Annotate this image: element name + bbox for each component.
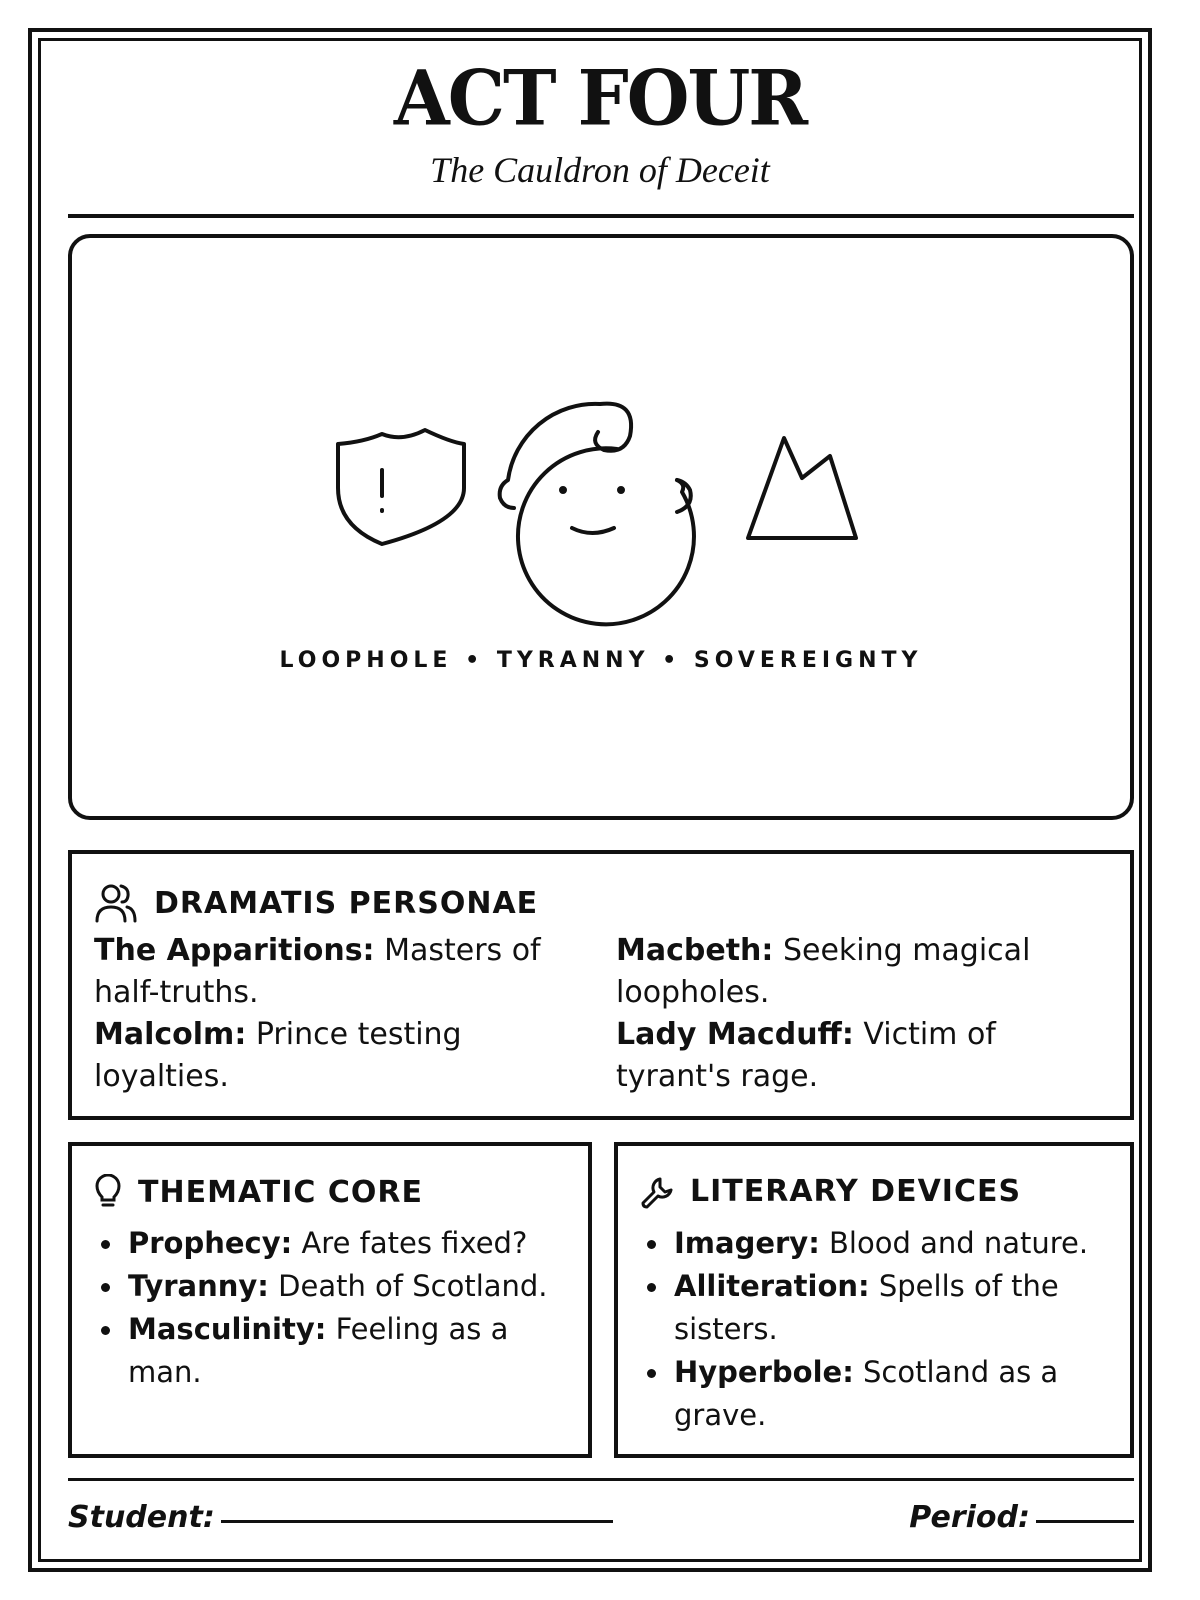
item-desc: Blood and nature.	[819, 1226, 1089, 1260]
item-desc: Spells of the sisters.	[674, 1269, 1059, 1346]
page-subtitle: The Cauldron of Deceit	[430, 150, 770, 190]
mountain-icon	[748, 438, 856, 538]
period-label: Period:	[909, 1500, 1030, 1535]
themes-caption: LOOPHOLE • TYRANNY • SOVEREIGNTY	[279, 648, 923, 673]
student-field[interactable]	[68, 1500, 613, 1535]
persona-macbeth	[616, 930, 1110, 1014]
devices-list	[640, 1222, 1120, 1437]
thematic-list	[94, 1222, 578, 1394]
list-item	[674, 1265, 1120, 1351]
header-divider	[68, 214, 1134, 218]
persona-desc: Masters of half-truths.	[94, 933, 541, 1010]
item-term: Hyperbole:	[674, 1355, 854, 1389]
student-label: Student:	[68, 1500, 215, 1535]
shield-alert-icon	[338, 430, 464, 544]
devices-heading	[640, 1174, 1021, 1209]
list-item	[674, 1351, 1120, 1437]
devices-heading-label: LITERARY DEVICES	[690, 1174, 1022, 1209]
student-blank-line[interactable]	[221, 1520, 613, 1523]
persona-name: Macbeth:	[616, 933, 774, 968]
persona-name: The Apparitions:	[94, 933, 375, 968]
persona-desc: Victim of tyrant's rage.	[616, 1017, 996, 1094]
item-desc: Scotland as a grave.	[674, 1355, 1059, 1432]
lightbulb-icon	[94, 1174, 122, 1210]
list-item	[674, 1222, 1120, 1265]
hero-panel	[68, 234, 1134, 820]
persona-name: Malcolm:	[94, 1017, 247, 1052]
item-term: Tyranny:	[128, 1269, 269, 1303]
item-term: Alliteration:	[674, 1269, 870, 1303]
thematic-core-panel	[68, 1142, 592, 1458]
hero-illustration	[72, 238, 1130, 816]
personae-list	[94, 930, 1110, 1098]
literary-devices-panel	[614, 1142, 1134, 1458]
personae-heading	[94, 882, 538, 924]
thematic-heading-label: THEMATIC CORE	[138, 1174, 424, 1210]
persona-lady-macduff	[616, 1014, 1110, 1098]
item-term: Prophecy:	[128, 1226, 293, 1260]
item-term: Imagery:	[674, 1226, 820, 1260]
persona-name: Lady Macduff:	[616, 1017, 854, 1052]
persona-desc: Seeking magical loopholes.	[616, 933, 1031, 1010]
item-desc: Feeling as a man.	[128, 1312, 509, 1389]
persona-malcolm	[94, 1014, 616, 1098]
item-desc: Death of Scotland.	[268, 1269, 548, 1303]
page-title: ACT FOUR	[393, 52, 807, 143]
thematic-heading	[94, 1174, 423, 1210]
users-icon	[94, 882, 138, 924]
list-item	[128, 1308, 578, 1394]
period-field[interactable]	[909, 1500, 1134, 1535]
wrench-icon	[640, 1175, 674, 1209]
footer-divider	[68, 1478, 1134, 1481]
item-term: Masculinity:	[128, 1312, 327, 1346]
persona-desc: Prince testing loyalties.	[94, 1017, 462, 1094]
list-item	[128, 1222, 578, 1265]
item-desc: Are fates fixed?	[292, 1226, 528, 1260]
dramatis-personae-panel	[68, 850, 1134, 1120]
baby-face-icon	[500, 404, 694, 625]
list-item	[128, 1265, 578, 1308]
period-blank-line[interactable]	[1036, 1520, 1134, 1523]
personae-heading-label: DRAMATIS PERSONAE	[154, 885, 539, 921]
persona-apparitions	[94, 930, 616, 1014]
